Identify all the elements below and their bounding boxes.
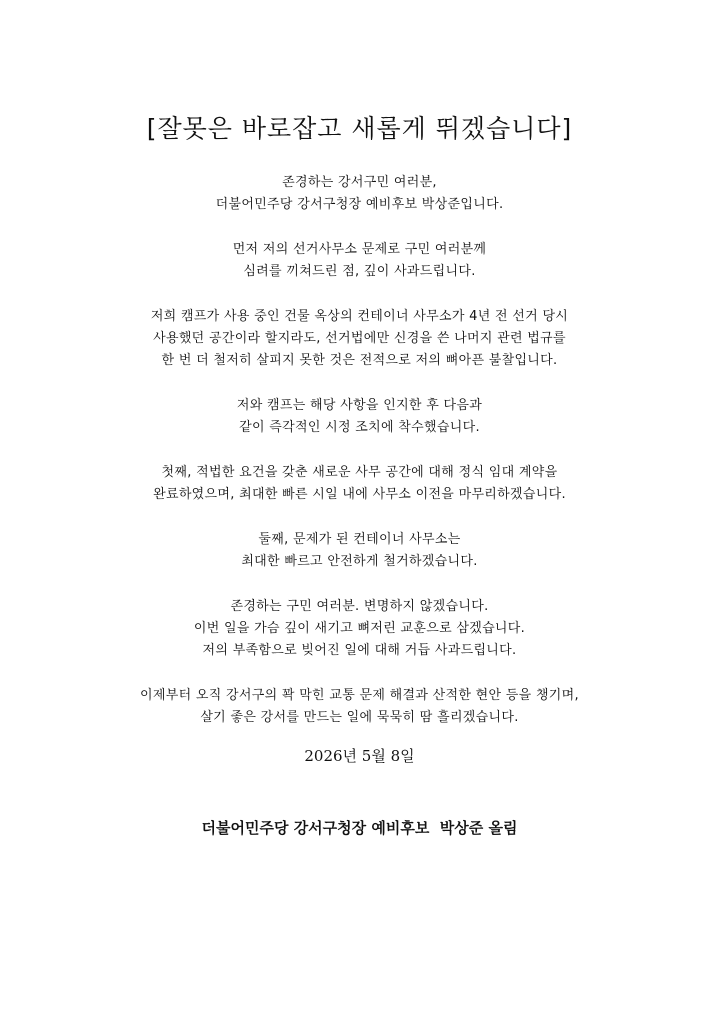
paragraph-line: 더불어민주당 강서구청장 예비후보 박상준입니다. <box>215 197 504 212</box>
paragraph-apology <box>0 239 719 283</box>
paragraph-second-action <box>0 529 719 573</box>
paragraph-line: 존경하는 강서구민 여러분, <box>282 175 437 190</box>
paragraph-first-action <box>0 462 719 506</box>
paragraph-line: 이제부터 오직 강서구의 꽉 막힌 교통 문제 해결과 산적한 현안 등을 챙기며, <box>140 688 579 703</box>
paragraph-line: 최대한 빠르고 안전하게 철거하겠습니다. <box>241 554 478 569</box>
paragraph-line: 같이 즉각적인 시정 조치에 착수했습니다. <box>239 420 480 435</box>
paragraph-line: 먼저 저의 선거사무소 문제로 구민 여러분께 <box>232 242 487 257</box>
paragraph-line: 사용했던 공간이라 할지라도, 선거법에만 신경을 쓴 나머지 관련 법규를 <box>153 331 566 346</box>
paragraph-line: 존경하는 구민 여러분. 변명하지 않겠습니다. <box>230 599 489 614</box>
paragraph-line: 한 번 더 철저히 살피지 못한 것은 전적으로 저의 뼈아픈 불찰입니다. <box>161 353 558 368</box>
document-body <box>0 172 719 752</box>
paragraph-line: 저와 캠프는 해당 사항을 인지한 후 다음과 <box>236 398 483 413</box>
paragraph-line: 살기 좋은 강서를 만드는 일에 묵묵히 땀 흘리겠습니다. <box>200 710 519 725</box>
paragraph-line: 완료하였으며, 최대한 빠른 시일 내에 사무소 이전을 마무리하겠습니다. <box>153 487 566 502</box>
paragraph-greeting <box>0 172 719 216</box>
paragraph-line: 심려를 끼쳐드린 점, 깊이 사과드립니다. <box>243 264 476 279</box>
paragraph-commitment <box>0 596 719 662</box>
paragraph-line: 저의 부족함으로 빚어진 일에 대해 거듭 사과드립니다. <box>202 643 517 658</box>
paragraph-line: 둘째, 문제가 된 컨테이너 사무소는 <box>258 532 461 547</box>
document-signature: 더불어민주당 강서구청장 예비후보 박상준 올림 <box>201 819 518 837</box>
paragraph-actions-intro <box>0 395 719 439</box>
paragraph-line: 저희 캠프가 사용 중인 건물 옥상의 컨테이너 사무소가 4년 전 선거 당시 <box>150 309 569 324</box>
document-date: 2026년 5월 8일 <box>304 747 415 765</box>
paragraph-explanation <box>0 306 719 372</box>
paragraph-closing <box>0 685 719 729</box>
document-title: [잘못은 바로잡고 새롭게 뛰겠습니다] <box>146 114 573 143</box>
paragraph-line: 첫째, 적법한 요건을 갖춘 새로운 사무 공간에 대해 정식 임대 계약을 <box>161 465 558 480</box>
paragraph-line: 이번 일을 가슴 깊이 새기고 뼈저린 교훈으로 삼겠습니다. <box>193 621 526 636</box>
